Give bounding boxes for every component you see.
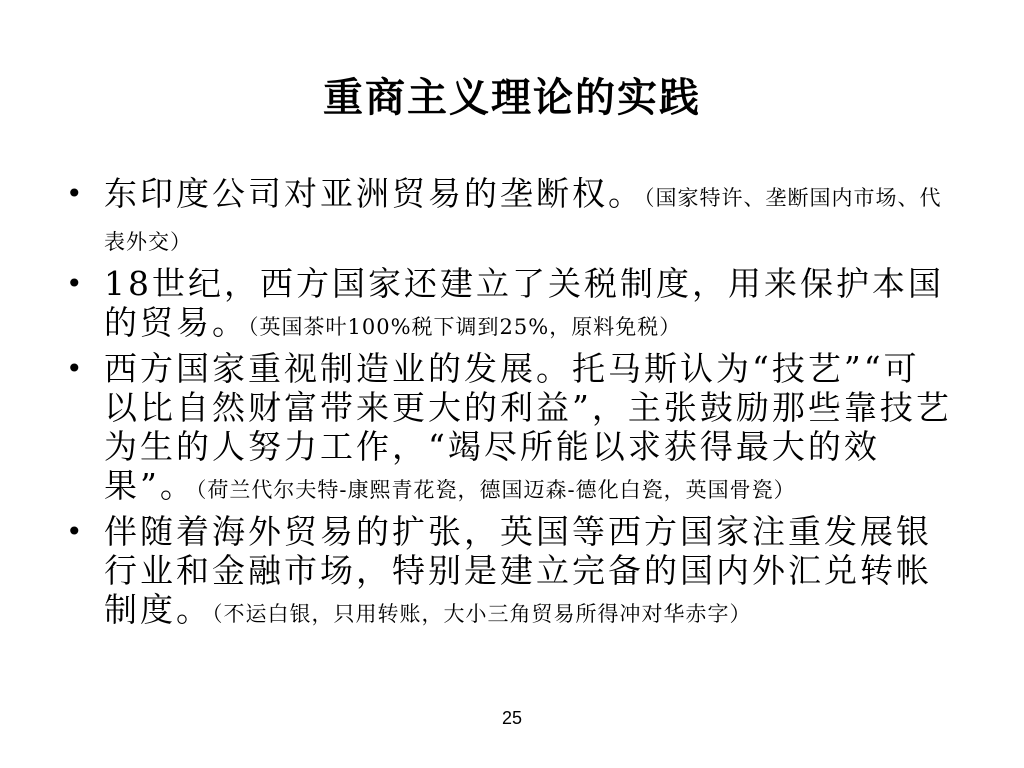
- bullet-note: （国家特许、垄断国内市场、代表外交）: [104, 186, 942, 254]
- bullet-note: （不运白银，只用转账，大小三角贸易所得冲对华赤字）: [212, 602, 752, 626]
- bullet-list: [60, 174, 955, 636]
- bullet-item: [60, 264, 955, 347]
- bullet-item: [60, 349, 955, 510]
- bullet-note: （荷兰代尔夫特-康熙青花瓷，德国迈森-德化白瓷，英国骨瓷）: [195, 478, 796, 502]
- bullet-item: [60, 512, 955, 634]
- slide-title: 重商主义理论的实践: [323, 74, 701, 121]
- bullet-text: 东印度公司对亚洲贸易的垄断权。: [104, 174, 644, 213]
- bullet-note: （英国茶叶100%税下调到25%，原料免税）: [248, 315, 682, 339]
- bullet-marker-icon: •: [66, 267, 86, 300]
- bullet-marker-icon: •: [66, 352, 86, 385]
- bullet-marker-icon: •: [66, 515, 86, 548]
- bullet-item: [60, 174, 955, 262]
- page-number: 25: [501, 708, 523, 728]
- bullet-marker-icon: •: [66, 177, 86, 210]
- bullet-text: 西方国家重视制造业的发展。托马斯认为“技艺”“可以比自然财富带来更大的利益”，主张鼓励那些靠技艺为生的人努力工作，“竭尽所能以求获得最大的效果”。: [104, 349, 952, 505]
- bullet-text: 18世纪，西方国家还建立了关税制度，用来保护本国的贸易。: [104, 264, 944, 342]
- bullet-text: 伴随着海外贸易的扩张，英国等西方国家注重发展银行业和金融市场，特别是建立完备的国内外汇兑转帐制度。: [104, 512, 932, 629]
